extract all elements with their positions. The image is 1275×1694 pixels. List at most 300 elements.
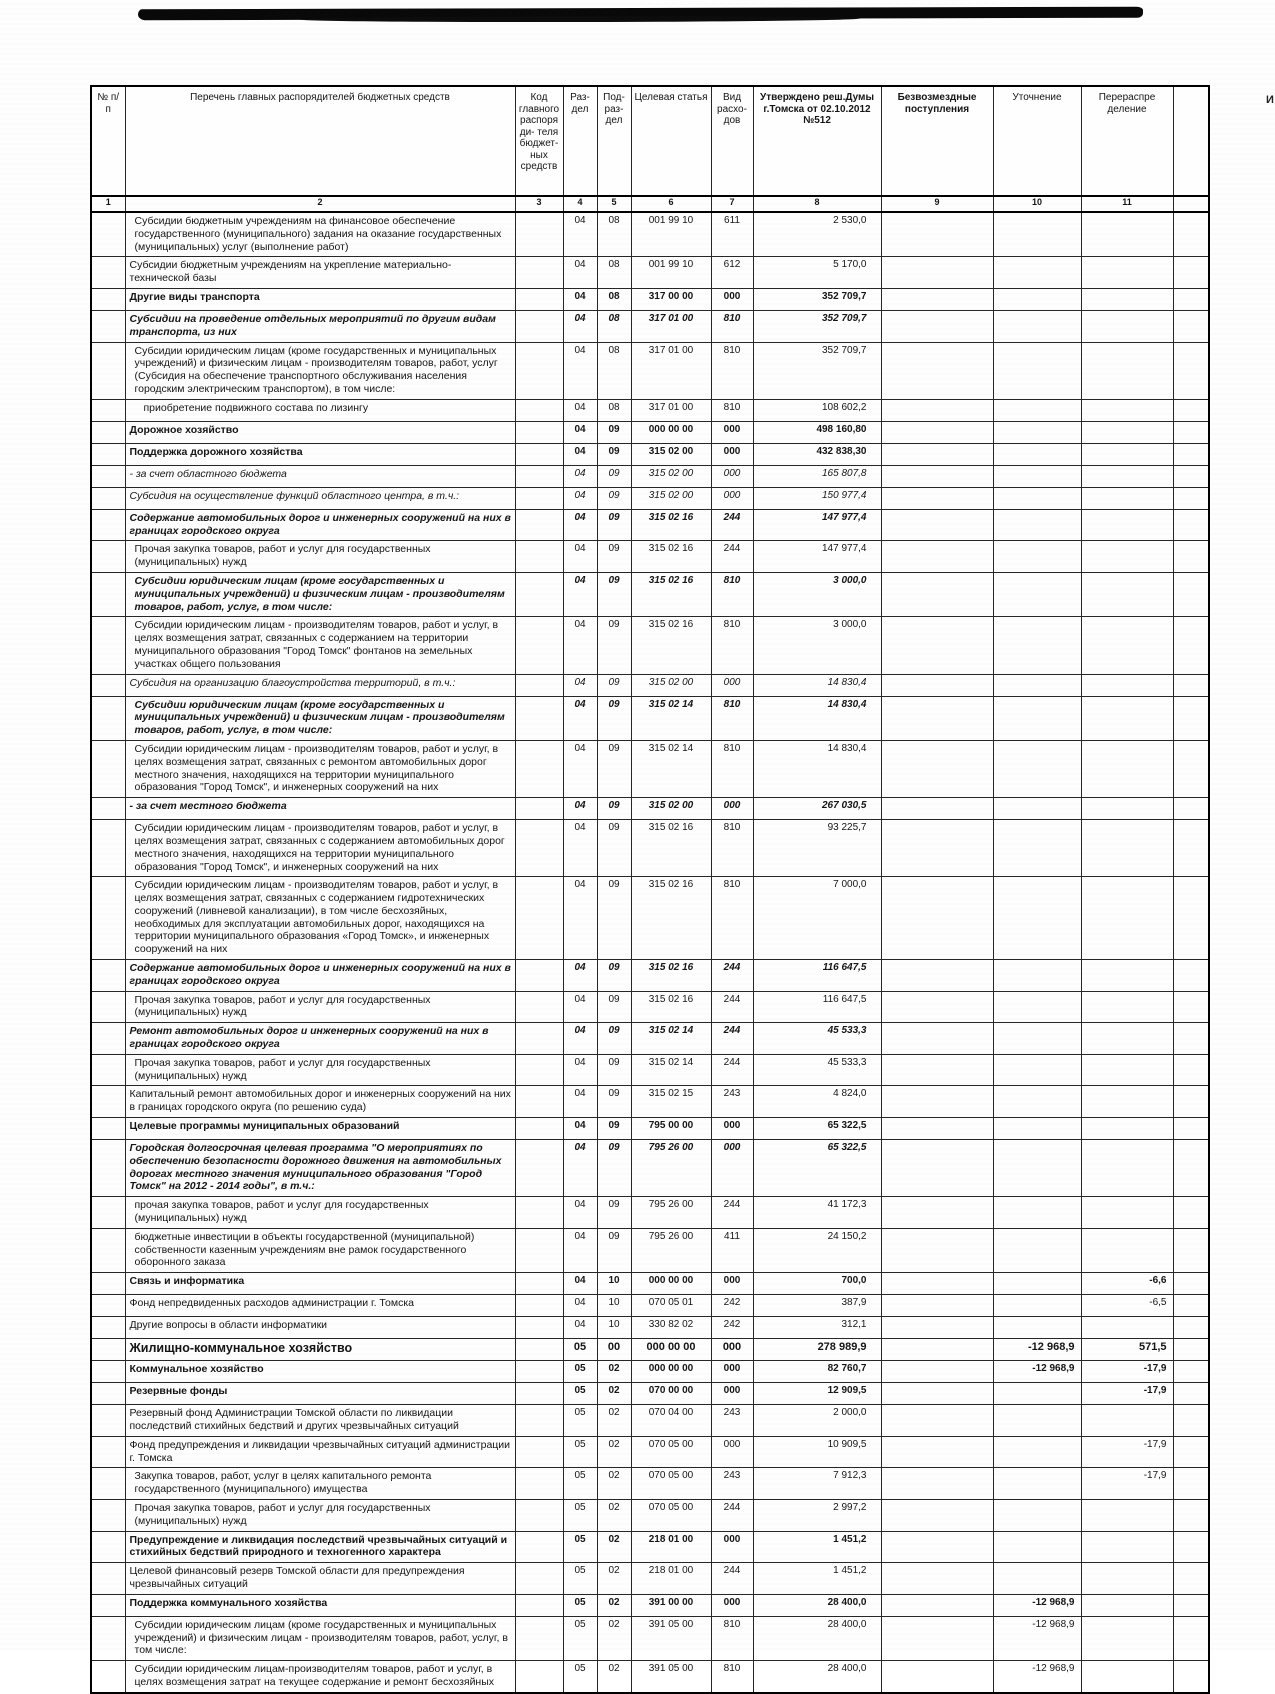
- gratuitous-receipts-cell: [881, 257, 993, 289]
- description-cell: Субсидия на организацию благоустройства территорий, в т.ч.:: [125, 674, 515, 696]
- target-article-cell: 315 02 16: [631, 541, 711, 573]
- table-row: [91, 1273, 1209, 1295]
- gratuitous-receipts-cell: [881, 740, 993, 797]
- description-cell: - за счет местного бюджета: [125, 798, 515, 820]
- expense-type-cell: 000: [711, 1118, 753, 1140]
- podrazdel-cell: 09: [597, 509, 631, 541]
- approved-amount-cell: 116 647,5: [753, 960, 881, 992]
- row-number-cell: [91, 257, 125, 289]
- extra-cell: [1173, 342, 1209, 399]
- grbs-code-cell: [515, 1054, 563, 1086]
- gratuitous-receipts-cell: [881, 1317, 993, 1339]
- expense-type-cell: 000: [711, 1140, 753, 1197]
- row-number-cell: [91, 1361, 125, 1383]
- description-cell: Прочая закупка товаров, работ и услуг для государственных (муниципальных) нужд: [125, 1500, 515, 1532]
- extra-cell: [1173, 1531, 1209, 1563]
- gratuitous-receipts-cell: [881, 1339, 993, 1361]
- gratuitous-receipts-cell: [881, 1140, 993, 1197]
- expense-type-cell: 243: [711, 1405, 753, 1437]
- col-header-7: Вид расхо- дов: [711, 86, 753, 196]
- expense-type-cell: 810: [711, 399, 753, 421]
- grbs-code-cell: [515, 1361, 563, 1383]
- target-article-cell: 317 01 00: [631, 399, 711, 421]
- expense-type-cell: 244: [711, 1054, 753, 1086]
- grbs-code-cell: [515, 421, 563, 443]
- approved-amount-cell: 28 400,0: [753, 1661, 881, 1693]
- gratuitous-receipts-cell: [881, 960, 993, 992]
- extra-cell: [1173, 740, 1209, 797]
- description-cell: Субсидии на проведение отдельных мероприятий по другим видам транспорта, из них: [125, 310, 515, 342]
- row-number-cell: [91, 1140, 125, 1197]
- gratuitous-receipts-cell: [881, 674, 993, 696]
- refinement-cell: [993, 212, 1081, 257]
- expense-type-cell: 243: [711, 1086, 753, 1118]
- description-cell: Субсидии бюджетным учреждениям на укрепление материально-технической базы: [125, 257, 515, 289]
- extra-cell: [1173, 1594, 1209, 1616]
- col-header-8: Утверждено реш.Думы г.Томска от 02.10.2012 №512: [753, 86, 881, 196]
- scan-artifact-streak-2: [300, 16, 860, 23]
- refinement-cell: [993, 617, 1081, 674]
- table-row: [91, 1436, 1209, 1468]
- redistribution-cell: [1081, 1405, 1173, 1437]
- refinement-cell: [993, 1023, 1081, 1055]
- razdel-cell: 04: [563, 820, 597, 877]
- extra-cell: [1173, 443, 1209, 465]
- podrazdel-cell: 02: [597, 1436, 631, 1468]
- col-header-10: Уточнение: [993, 86, 1081, 196]
- target-article-cell: 315 02 16: [631, 820, 711, 877]
- podrazdel-cell: 02: [597, 1594, 631, 1616]
- gratuitous-receipts-cell: [881, 617, 993, 674]
- description-cell: Субсидии юридическим лицам - производителям товаров, работ и услуг, в целях возмещения затрат, связанных с содержанием гидротехнических сооружений (ливневой канализации), в том числе бесхозяйных, необходимых для эксплуатации автомобильных дорог, находящихся на территории муниципального образования «Город Томск», и инженерных сооружений на них: [125, 877, 515, 960]
- podrazdel-cell: 09: [597, 696, 631, 740]
- podrazdel-cell: 09: [597, 991, 631, 1023]
- description-cell: Связь и информатика: [125, 1273, 515, 1295]
- gratuitous-receipts-cell: [881, 1468, 993, 1500]
- table-row: [91, 1616, 1209, 1660]
- gratuitous-receipts-cell: [881, 572, 993, 616]
- approved-amount-cell: 82 760,7: [753, 1361, 881, 1383]
- table-row: [91, 1563, 1209, 1595]
- grbs-code-cell: [515, 1616, 563, 1660]
- extra-cell: [1173, 1140, 1209, 1197]
- expense-type-cell: 000: [711, 1383, 753, 1405]
- row-number-cell: [91, 674, 125, 696]
- redistribution-cell: [1081, 399, 1173, 421]
- row-number-cell: [91, 1531, 125, 1563]
- target-article-cell: 070 05 00: [631, 1468, 711, 1500]
- table-row: [91, 509, 1209, 541]
- refinement-cell: [993, 1531, 1081, 1563]
- expense-type-cell: 611: [711, 212, 753, 257]
- redistribution-cell: [1081, 617, 1173, 674]
- razdel-cell: 05: [563, 1361, 597, 1383]
- expense-type-cell: 810: [711, 1661, 753, 1693]
- redistribution-cell: [1081, 310, 1173, 342]
- target-article-cell: 317 01 00: [631, 310, 711, 342]
- grbs-code-cell: [515, 1405, 563, 1437]
- redistribution-cell: [1081, 1140, 1173, 1197]
- approved-amount-cell: 5 170,0: [753, 257, 881, 289]
- description-cell: Субсидии юридическим лицам (кроме государственных и муниципальных учреждений) и физическим лицам - производителям товаров, работ, услуг (Субсидия на обеспечение транспортного обслуживания населения городским электрическим транспортом), в том числе:: [125, 342, 515, 399]
- redistribution-cell: [1081, 740, 1173, 797]
- refinement-cell: [993, 487, 1081, 509]
- refinement-cell: [993, 399, 1081, 421]
- extra-cell: [1173, 877, 1209, 960]
- refinement-cell: [993, 1086, 1081, 1118]
- approved-amount-cell: 4 824,0: [753, 1086, 881, 1118]
- gratuitous-receipts-cell: [881, 1197, 993, 1229]
- table-row: [91, 1054, 1209, 1086]
- razdel-cell: 04: [563, 1317, 597, 1339]
- refinement-cell: [993, 798, 1081, 820]
- expense-type-cell: 810: [711, 1616, 753, 1660]
- podrazdel-cell: 09: [597, 541, 631, 573]
- redistribution-cell: -17,9: [1081, 1361, 1173, 1383]
- razdel-cell: 04: [563, 1118, 597, 1140]
- razdel-cell: 04: [563, 740, 597, 797]
- extra-cell: [1173, 991, 1209, 1023]
- grbs-code-cell: [515, 1594, 563, 1616]
- row-number-cell: [91, 1197, 125, 1229]
- grbs-code-cell: [515, 572, 563, 616]
- target-article-cell: 795 00 00: [631, 1118, 711, 1140]
- grbs-code-cell: [515, 288, 563, 310]
- extra-cell: [1173, 1295, 1209, 1317]
- podrazdel-cell: 02: [597, 1531, 631, 1563]
- approved-amount-cell: 700,0: [753, 1273, 881, 1295]
- row-number-cell: [91, 212, 125, 257]
- razdel-cell: 04: [563, 399, 597, 421]
- table-row: [91, 1339, 1209, 1361]
- podrazdel-cell: 02: [597, 1563, 631, 1595]
- table-row: [91, 1228, 1209, 1272]
- gratuitous-receipts-cell: [881, 509, 993, 541]
- expense-type-cell: 000: [711, 1436, 753, 1468]
- row-number-cell: [91, 310, 125, 342]
- target-article-cell: 070 04 00: [631, 1405, 711, 1437]
- razdel-cell: 05: [563, 1594, 597, 1616]
- table-row: [91, 798, 1209, 820]
- refinement-cell: [993, 1500, 1081, 1532]
- razdel-cell: 05: [563, 1436, 597, 1468]
- grbs-code-cell: [515, 696, 563, 740]
- row-number-cell: [91, 1317, 125, 1339]
- approved-amount-cell: 65 322,5: [753, 1118, 881, 1140]
- col-header-5: Под- раз- дел: [597, 86, 631, 196]
- approved-amount-cell: 147 977,4: [753, 509, 881, 541]
- redistribution-cell: [1081, 421, 1173, 443]
- expense-type-cell: 000: [711, 1273, 753, 1295]
- target-article-cell: 000 00 00: [631, 1361, 711, 1383]
- extra-cell: [1173, 572, 1209, 616]
- description-cell: Целевой финансовый резерв Томской области для предупреждения чрезвычайных ситуаций: [125, 1563, 515, 1595]
- col-header-6: Целевая статья: [631, 86, 711, 196]
- table-row: [91, 1468, 1209, 1500]
- gratuitous-receipts-cell: [881, 487, 993, 509]
- refinement-cell: -12 968,9: [993, 1616, 1081, 1660]
- grbs-code-cell: [515, 617, 563, 674]
- expense-type-cell: 244: [711, 509, 753, 541]
- refinement-cell: [993, 1436, 1081, 1468]
- grbs-code-cell: [515, 399, 563, 421]
- expense-type-cell: 810: [711, 310, 753, 342]
- extra-cell: [1173, 1054, 1209, 1086]
- description-cell: Целевые программы муниципальных образований: [125, 1118, 515, 1140]
- row-number-cell: [91, 1339, 125, 1361]
- target-article-cell: 391 05 00: [631, 1616, 711, 1660]
- refinement-cell: [993, 1405, 1081, 1437]
- row-number-cell: [91, 877, 125, 960]
- row-number-cell: [91, 1118, 125, 1140]
- razdel-cell: 04: [563, 212, 597, 257]
- podrazdel-cell: 09: [597, 1023, 631, 1055]
- grbs-code-cell: [515, 1086, 563, 1118]
- col-number-7: 7: [711, 196, 753, 212]
- redistribution-cell: [1081, 820, 1173, 877]
- row-number-cell: [91, 342, 125, 399]
- extra-cell: [1173, 487, 1209, 509]
- expense-type-cell: 000: [711, 465, 753, 487]
- grbs-code-cell: [515, 1228, 563, 1272]
- expense-type-cell: 244: [711, 1500, 753, 1532]
- redistribution-cell: [1081, 674, 1173, 696]
- expense-type-cell: 810: [711, 617, 753, 674]
- approved-amount-cell: 14 830,4: [753, 674, 881, 696]
- gratuitous-receipts-cell: [881, 288, 993, 310]
- col-header-1: № п/п: [91, 86, 125, 196]
- redistribution-cell: [1081, 960, 1173, 992]
- budget-table-body: [91, 212, 1209, 1693]
- refinement-cell: -12 968,9: [993, 1594, 1081, 1616]
- redistribution-cell: [1081, 1023, 1173, 1055]
- refinement-cell: [993, 257, 1081, 289]
- extra-cell: [1173, 1436, 1209, 1468]
- podrazdel-cell: 09: [597, 798, 631, 820]
- redistribution-cell: -17,9: [1081, 1383, 1173, 1405]
- razdel-cell: 04: [563, 342, 597, 399]
- row-number-cell: [91, 960, 125, 992]
- description-cell: Другие виды транспорта: [125, 288, 515, 310]
- table-row: [91, 1295, 1209, 1317]
- razdel-cell: 05: [563, 1563, 597, 1595]
- podrazdel-cell: 02: [597, 1661, 631, 1693]
- redistribution-cell: [1081, 1616, 1173, 1660]
- row-number-cell: [91, 1273, 125, 1295]
- grbs-code-cell: [515, 342, 563, 399]
- description-cell: Фонд непредвиденных расходов администрации г. Томска: [125, 1295, 515, 1317]
- col-number-2: 2: [125, 196, 515, 212]
- gratuitous-receipts-cell: [881, 1500, 993, 1532]
- col-header-9: Безвозмездные поступления: [881, 86, 993, 196]
- approved-amount-cell: 432 838,30: [753, 443, 881, 465]
- row-number-cell: [91, 1023, 125, 1055]
- target-article-cell: 070 00 00: [631, 1383, 711, 1405]
- podrazdel-cell: 02: [597, 1361, 631, 1383]
- budget-table: [90, 85, 1210, 1694]
- expense-type-cell: 000: [711, 1594, 753, 1616]
- gratuitous-receipts-cell: [881, 1436, 993, 1468]
- podrazdel-cell: 09: [597, 1228, 631, 1272]
- approved-amount-cell: 24 150,2: [753, 1228, 881, 1272]
- table-row: [91, 820, 1209, 877]
- extra-cell: [1173, 1661, 1209, 1693]
- razdel-cell: 04: [563, 1054, 597, 1086]
- approved-amount-cell: 65 322,5: [753, 1140, 881, 1197]
- redistribution-cell: [1081, 465, 1173, 487]
- expense-type-cell: 411: [711, 1228, 753, 1272]
- target-article-cell: 000 00 00: [631, 1273, 711, 1295]
- redistribution-cell: [1081, 257, 1173, 289]
- podrazdel-cell: 10: [597, 1317, 631, 1339]
- extra-cell: [1173, 1383, 1209, 1405]
- grbs-code-cell: [515, 1118, 563, 1140]
- redistribution-cell: [1081, 1563, 1173, 1595]
- redistribution-cell: [1081, 1118, 1173, 1140]
- refinement-cell: [993, 674, 1081, 696]
- expense-type-cell: 244: [711, 1023, 753, 1055]
- expense-type-cell: 810: [711, 572, 753, 616]
- redistribution-cell: [1081, 1500, 1173, 1532]
- podrazdel-cell: 09: [597, 960, 631, 992]
- table-row: [91, 1086, 1209, 1118]
- grbs-code-cell: [515, 212, 563, 257]
- grbs-code-cell: [515, 465, 563, 487]
- podrazdel-cell: 10: [597, 1273, 631, 1295]
- refinement-cell: [993, 1228, 1081, 1272]
- approved-amount-cell: 2 000,0: [753, 1405, 881, 1437]
- redistribution-cell: -6,6: [1081, 1273, 1173, 1295]
- approved-amount-cell: 10 909,5: [753, 1436, 881, 1468]
- extra-cell: [1173, 1500, 1209, 1532]
- table-row: [91, 1140, 1209, 1197]
- grbs-code-cell: [515, 960, 563, 992]
- podrazdel-cell: 10: [597, 1295, 631, 1317]
- row-number-cell: [91, 421, 125, 443]
- razdel-cell: 04: [563, 509, 597, 541]
- refinement-cell: [993, 310, 1081, 342]
- approved-amount-cell: 352 709,7: [753, 288, 881, 310]
- refinement-cell: [993, 960, 1081, 992]
- expense-type-cell: 244: [711, 1563, 753, 1595]
- extra-cell: [1173, 1273, 1209, 1295]
- approved-amount-cell: 278 989,9: [753, 1339, 881, 1361]
- target-article-cell: 315 02 00: [631, 674, 711, 696]
- refinement-cell: [993, 820, 1081, 877]
- razdel-cell: 04: [563, 465, 597, 487]
- table-row: [91, 443, 1209, 465]
- podrazdel-cell: 09: [597, 1140, 631, 1197]
- gratuitous-receipts-cell: [881, 1405, 993, 1437]
- approved-amount-cell: 7 000,0: [753, 877, 881, 960]
- redistribution-cell: [1081, 1086, 1173, 1118]
- extra-cell: [1173, 399, 1209, 421]
- razdel-cell: 04: [563, 1140, 597, 1197]
- row-number-cell: [91, 443, 125, 465]
- grbs-code-cell: [515, 1197, 563, 1229]
- description-cell: - за счет областного бюджета: [125, 465, 515, 487]
- table-row: [91, 1661, 1209, 1693]
- grbs-code-cell: [515, 1317, 563, 1339]
- row-number-cell: [91, 399, 125, 421]
- target-article-cell: 315 02 14: [631, 1023, 711, 1055]
- extra-cell: [1173, 465, 1209, 487]
- grbs-code-cell: [515, 541, 563, 573]
- extra-cell: [1173, 212, 1209, 257]
- razdel-cell: 05: [563, 1405, 597, 1437]
- table-row: [91, 740, 1209, 797]
- extra-cell: [1173, 1023, 1209, 1055]
- description-cell: Резервные фонды: [125, 1383, 515, 1405]
- gratuitous-receipts-cell: [881, 1086, 993, 1118]
- gratuitous-receipts-cell: [881, 1228, 993, 1272]
- podrazdel-cell: 08: [597, 257, 631, 289]
- expense-type-cell: 810: [711, 342, 753, 399]
- extra-cell: [1173, 617, 1209, 674]
- description-cell: Субсидии юридическим лицам - производителям товаров, работ и услуг, в целях возмещения затрат, связанных с ремонтом автомобильных дорог местного значения, находящихся на территории муниципального образования "Город Томск", и инженерных сооружений на них: [125, 740, 515, 797]
- razdel-cell: 04: [563, 1273, 597, 1295]
- approved-amount-cell: 45 533,3: [753, 1023, 881, 1055]
- extra-cell: [1173, 1086, 1209, 1118]
- redistribution-cell: [1081, 288, 1173, 310]
- refinement-cell: [993, 342, 1081, 399]
- grbs-code-cell: [515, 991, 563, 1023]
- description-cell: Субсидии юридическим лицам (кроме государственных и муниципальных учреждений) и физическим лицам - производителям товаров, работ, услуг, в том числе:: [125, 572, 515, 616]
- expense-type-cell: 612: [711, 257, 753, 289]
- col-number-4: 4: [563, 196, 597, 212]
- approved-amount-cell: 352 709,7: [753, 342, 881, 399]
- row-number-cell: [91, 1436, 125, 1468]
- col-header-2: Перечень главных распорядителей бюджетных средств: [125, 86, 515, 196]
- expense-type-cell: 000: [711, 1361, 753, 1383]
- podrazdel-cell: 09: [597, 820, 631, 877]
- approved-amount-cell: 14 830,4: [753, 696, 881, 740]
- extra-cell: [1173, 960, 1209, 992]
- approved-amount-cell: 352 709,7: [753, 310, 881, 342]
- grbs-code-cell: [515, 310, 563, 342]
- target-article-cell: 070 05 01: [631, 1295, 711, 1317]
- description-cell: Закупка товаров, работ, услуг в целях капитального ремонта государственного (муниципального) имущества: [125, 1468, 515, 1500]
- redistribution-cell: [1081, 487, 1173, 509]
- razdel-cell: 04: [563, 1086, 597, 1118]
- podrazdel-cell: 09: [597, 1118, 631, 1140]
- target-article-cell: 218 01 00: [631, 1531, 711, 1563]
- description-cell: Субсидии юридическим лицам (кроме государственных и муниципальных учреждений) и физическим лицам - производителям товаров, работ, услуг, в том числе:: [125, 696, 515, 740]
- col-number-9: 9: [881, 196, 993, 212]
- redistribution-cell: [1081, 443, 1173, 465]
- row-number-cell: [91, 617, 125, 674]
- table-row: [91, 465, 1209, 487]
- refinement-cell: [993, 991, 1081, 1023]
- expense-type-cell: 242: [711, 1295, 753, 1317]
- razdel-cell: 04: [563, 310, 597, 342]
- row-number-cell: [91, 288, 125, 310]
- gratuitous-receipts-cell: [881, 1054, 993, 1086]
- refinement-cell: [993, 421, 1081, 443]
- podrazdel-cell: 09: [597, 487, 631, 509]
- target-article-cell: 391 00 00: [631, 1594, 711, 1616]
- grbs-code-cell: [515, 1468, 563, 1500]
- target-article-cell: 317 00 00: [631, 288, 711, 310]
- expense-type-cell: 810: [711, 820, 753, 877]
- description-cell: Городская долгосрочная целевая программа "О мероприятиях по обеспечению безопасности дорожного движения на автомобильных дорогах местного значения муниципального образования "Город Томск" на 2012 - 2014 годы", в т.ч.:: [125, 1140, 515, 1197]
- redistribution-cell: [1081, 1197, 1173, 1229]
- approved-amount-cell: 312,1: [753, 1317, 881, 1339]
- approved-amount-cell: 116 647,5: [753, 991, 881, 1023]
- razdel-cell: 04: [563, 257, 597, 289]
- description-cell: Содержание автомобильных дорог и инженерных сооружений на них в границах городского округа: [125, 509, 515, 541]
- grbs-code-cell: [515, 1383, 563, 1405]
